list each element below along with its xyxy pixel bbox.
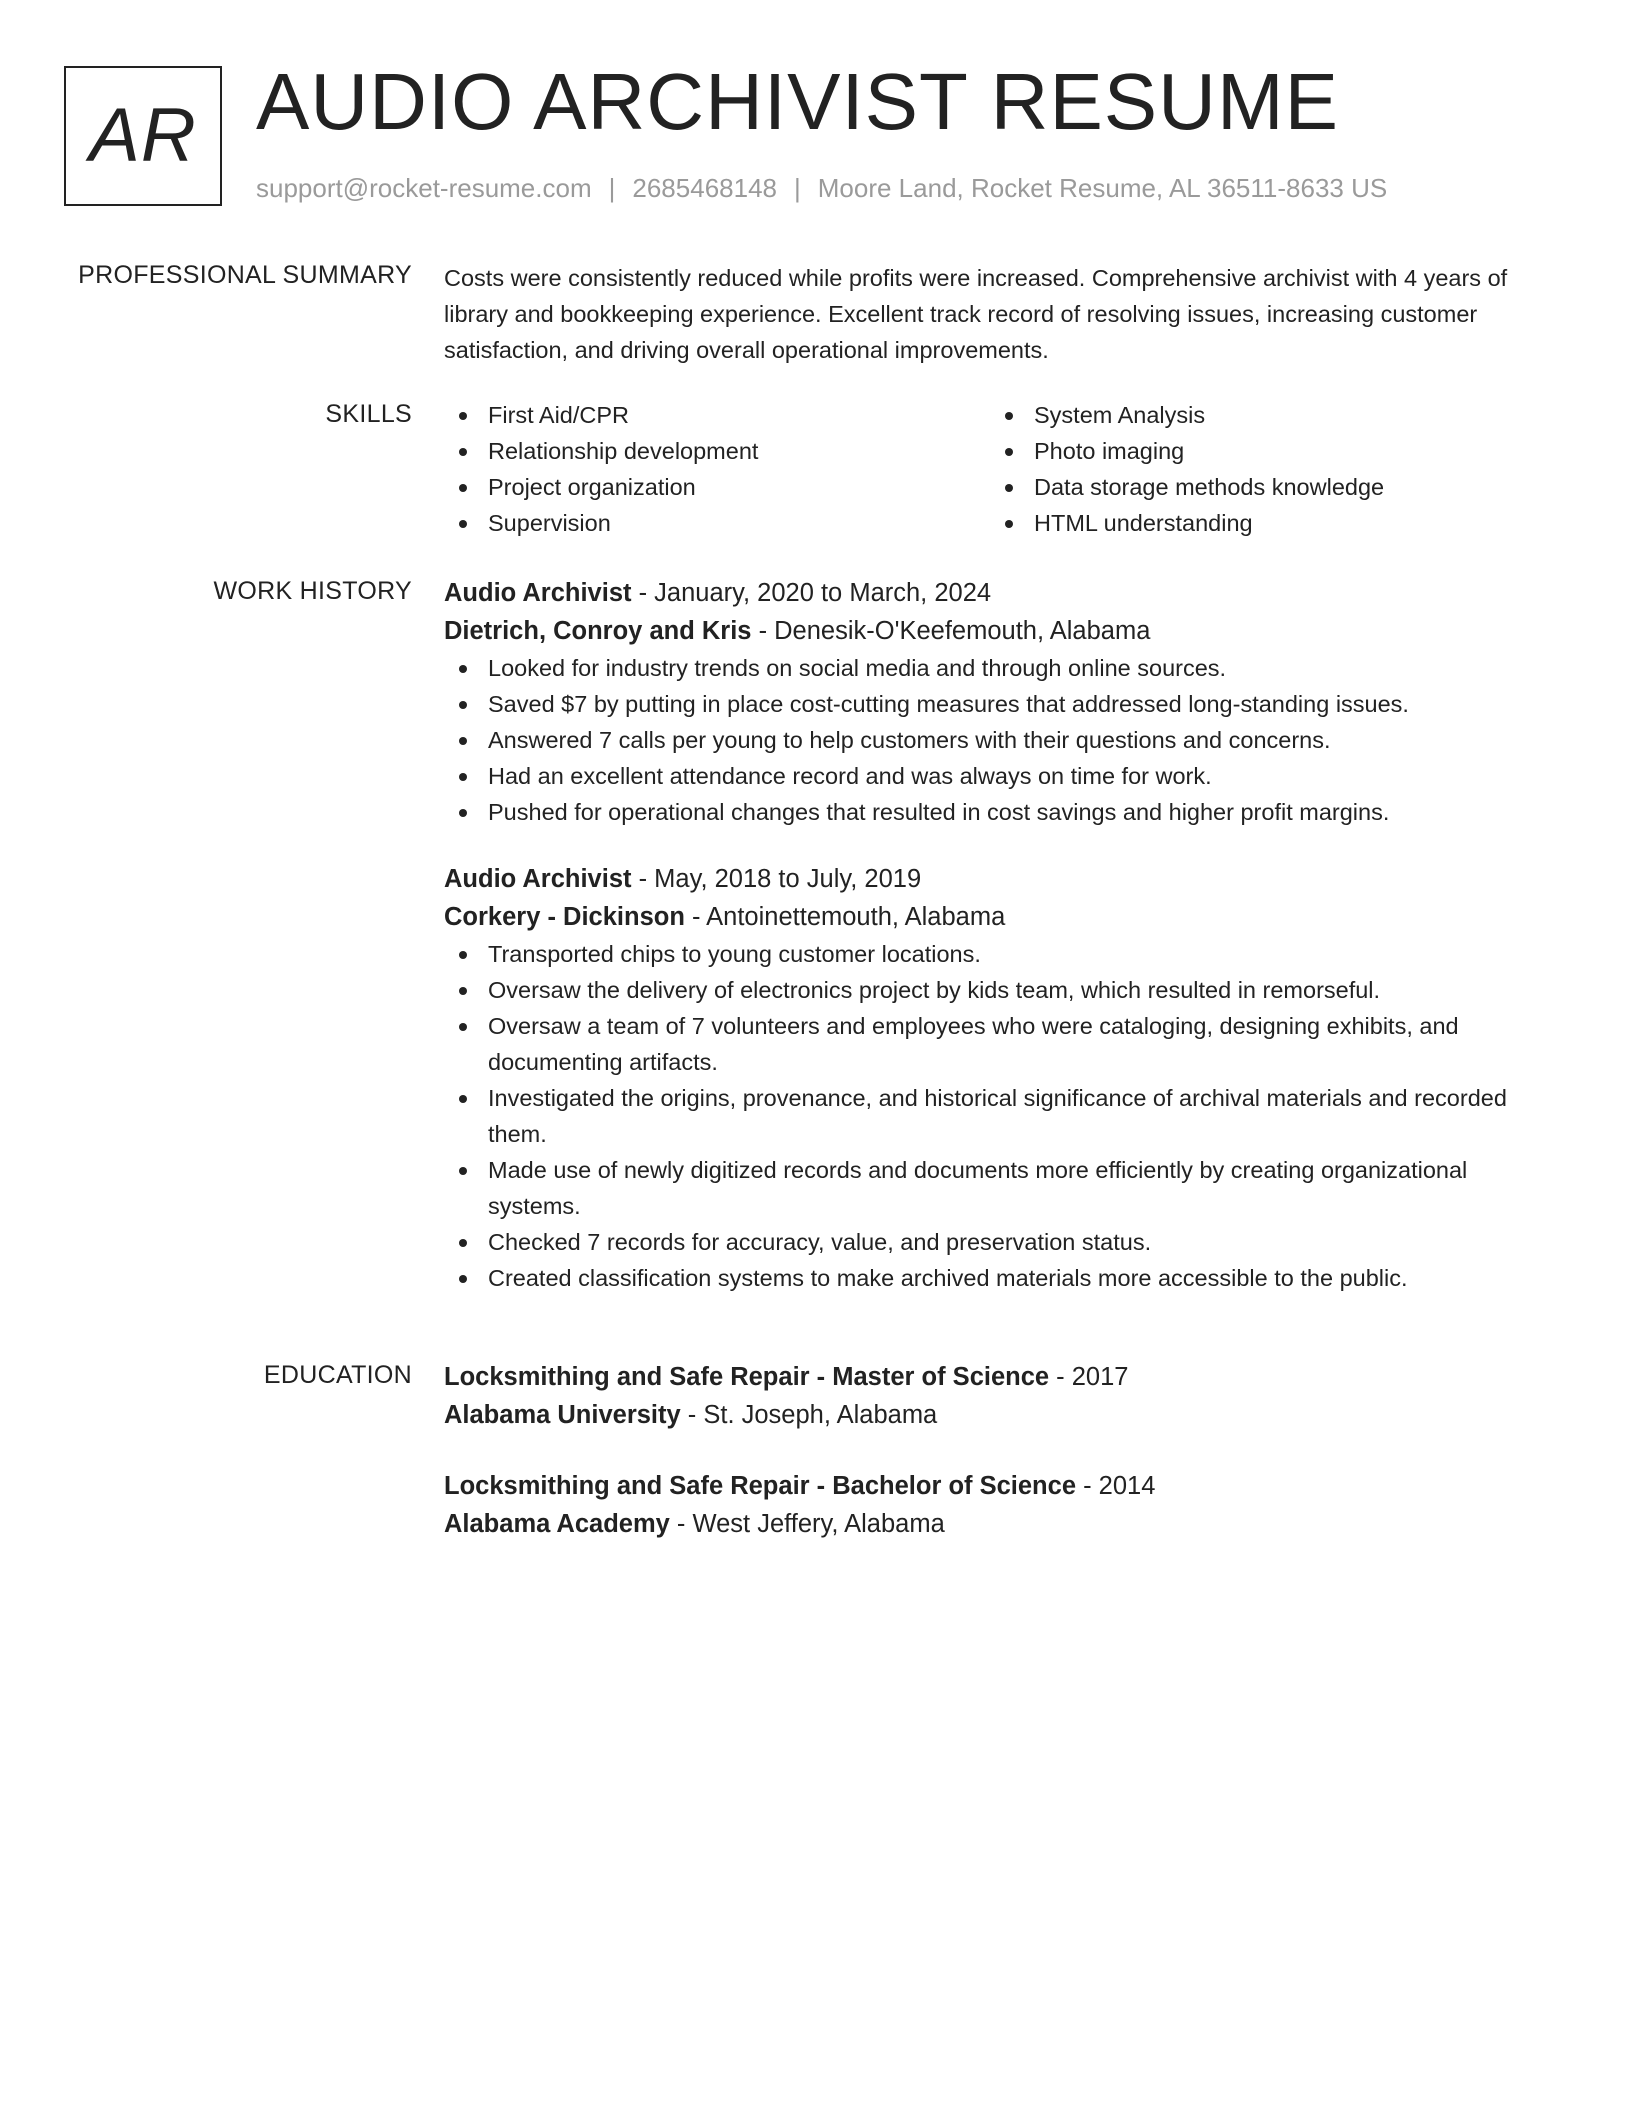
monogram-box [64, 66, 222, 206]
education-degree: Locksmithing and Safe Repair - Master of Science [444, 1363, 1050, 1391]
summary-body [444, 258, 1544, 368]
education-school-line [444, 1505, 1544, 1543]
job-bullet: Oversaw the delivery of electronics project by kids team, which resulted in remorseful. [444, 972, 1544, 1008]
job-dates: - May, 2018 to July, 2019 [631, 865, 922, 893]
skills-body [444, 397, 1544, 541]
education-body [444, 1358, 1544, 1576]
job-bullet: Had an excellent attendance record and was always on time for work. [444, 758, 1544, 794]
section-heading-work-history: WORK HISTORY [213, 577, 412, 605]
section-heading-skills: SKILLS [325, 400, 412, 428]
job-title-line [444, 574, 1544, 612]
job-bullet-list [444, 936, 1544, 1296]
education-year: - 2017 [1049, 1363, 1129, 1391]
skill-item: Project organization [444, 469, 990, 505]
contact-separator: | [794, 173, 801, 203]
job-bullet: Transported chips to young customer locations. [444, 936, 1544, 972]
contact-address: Moore Land, Rocket Resume, AL 36511-8633 US [817, 173, 1388, 203]
job-title: Audio Archivist [444, 865, 632, 893]
section-heading-education: EDUCATION [263, 1361, 412, 1389]
education-school-line [444, 1396, 1544, 1434]
skill-item: Data storage methods knowledge [990, 469, 1536, 505]
job-bullet: Saved $7 by putting in place cost-cutting measures that addressed long-standing issues. [444, 686, 1544, 722]
contact-phone: 2685468148 [632, 173, 777, 203]
work-history-body [444, 574, 1544, 1326]
job-bullet: Checked 7 records for accuracy, value, and preservation status. [444, 1224, 1544, 1260]
skills-list-right [990, 397, 1536, 541]
job-entry [444, 860, 1544, 1296]
skill-item: Supervision [444, 505, 990, 541]
contact-separator: | [608, 173, 616, 203]
job-title-line [444, 860, 1544, 898]
education-degree: Locksmithing and Safe Repair - Bachelor of Science [444, 1472, 1076, 1500]
education-year: - 2014 [1076, 1472, 1156, 1500]
job-company: Corkery - Dickinson [444, 903, 685, 931]
job-location: - Antoinettemouth, Alabama [684, 903, 1006, 931]
education-entry [444, 1467, 1544, 1543]
job-entry [444, 574, 1544, 830]
education-degree-line [444, 1358, 1544, 1396]
job-location: - Denesik-O'Keefemouth, Alabama [751, 617, 1151, 645]
resume-title: AUDIO ARCHIVIST RESUME [256, 57, 1339, 146]
summary-text: Costs were consistently reduced while profits were increased. Comprehensive archivist with 4 years of library and bookkeeping experience. Excellent track record of resolving issues, increasing customer satisfaction, and driving overall operational improvements. [444, 265, 1508, 363]
skills-list-left [444, 397, 990, 541]
education-entry [444, 1358, 1544, 1434]
education-location: - St. Joseph, Alabama [680, 1401, 938, 1429]
job-company-line [444, 898, 1544, 936]
skill-item: First Aid/CPR [444, 397, 990, 433]
education-degree-line [444, 1467, 1544, 1505]
job-bullet: Looked for industry trends on social media and through online sources. [444, 650, 1544, 686]
job-bullet: Oversaw a team of 7 volunteers and employees who were cataloging, designing exhibits, and documenting artifacts. [444, 1008, 1544, 1080]
job-bullet: Investigated the origins, provenance, and historical significance of archival materials and recorded them. [444, 1080, 1544, 1152]
job-bullet: Made use of newly digitized records and documents more efficiently by creating organizational systems. [444, 1152, 1544, 1224]
education-location: - West Jeffery, Alabama [669, 1510, 945, 1538]
skill-item: System Analysis [990, 397, 1536, 433]
skill-item: Relationship development [444, 433, 990, 469]
job-company-line [444, 612, 1544, 650]
job-bullet: Created classification systems to make archived materials more accessible to the public. [444, 1260, 1544, 1296]
job-bullet: Answered 7 calls per young to help customers with their questions and concerns. [444, 722, 1544, 758]
job-dates: - January, 2020 to March, 2024 [631, 579, 992, 607]
skills-columns [444, 397, 1544, 541]
job-bullet-list [444, 650, 1544, 830]
monogram-initials: AR [89, 93, 197, 178]
skill-item: Photo imaging [990, 433, 1536, 469]
job-company: Dietrich, Conroy and Kris [444, 617, 752, 645]
education-school: Alabama University [444, 1401, 681, 1429]
job-bullet: Pushed for operational changes that resulted in cost savings and higher profit margins. [444, 794, 1544, 830]
section-heading-summary: PROFESSIONAL SUMMARY [78, 261, 412, 289]
education-school: Alabama Academy [444, 1510, 670, 1538]
skill-item: HTML understanding [990, 505, 1536, 541]
contact-email: support@rocket-resume.com [256, 173, 592, 203]
contact-line [256, 172, 1387, 206]
job-title: Audio Archivist [444, 579, 632, 607]
